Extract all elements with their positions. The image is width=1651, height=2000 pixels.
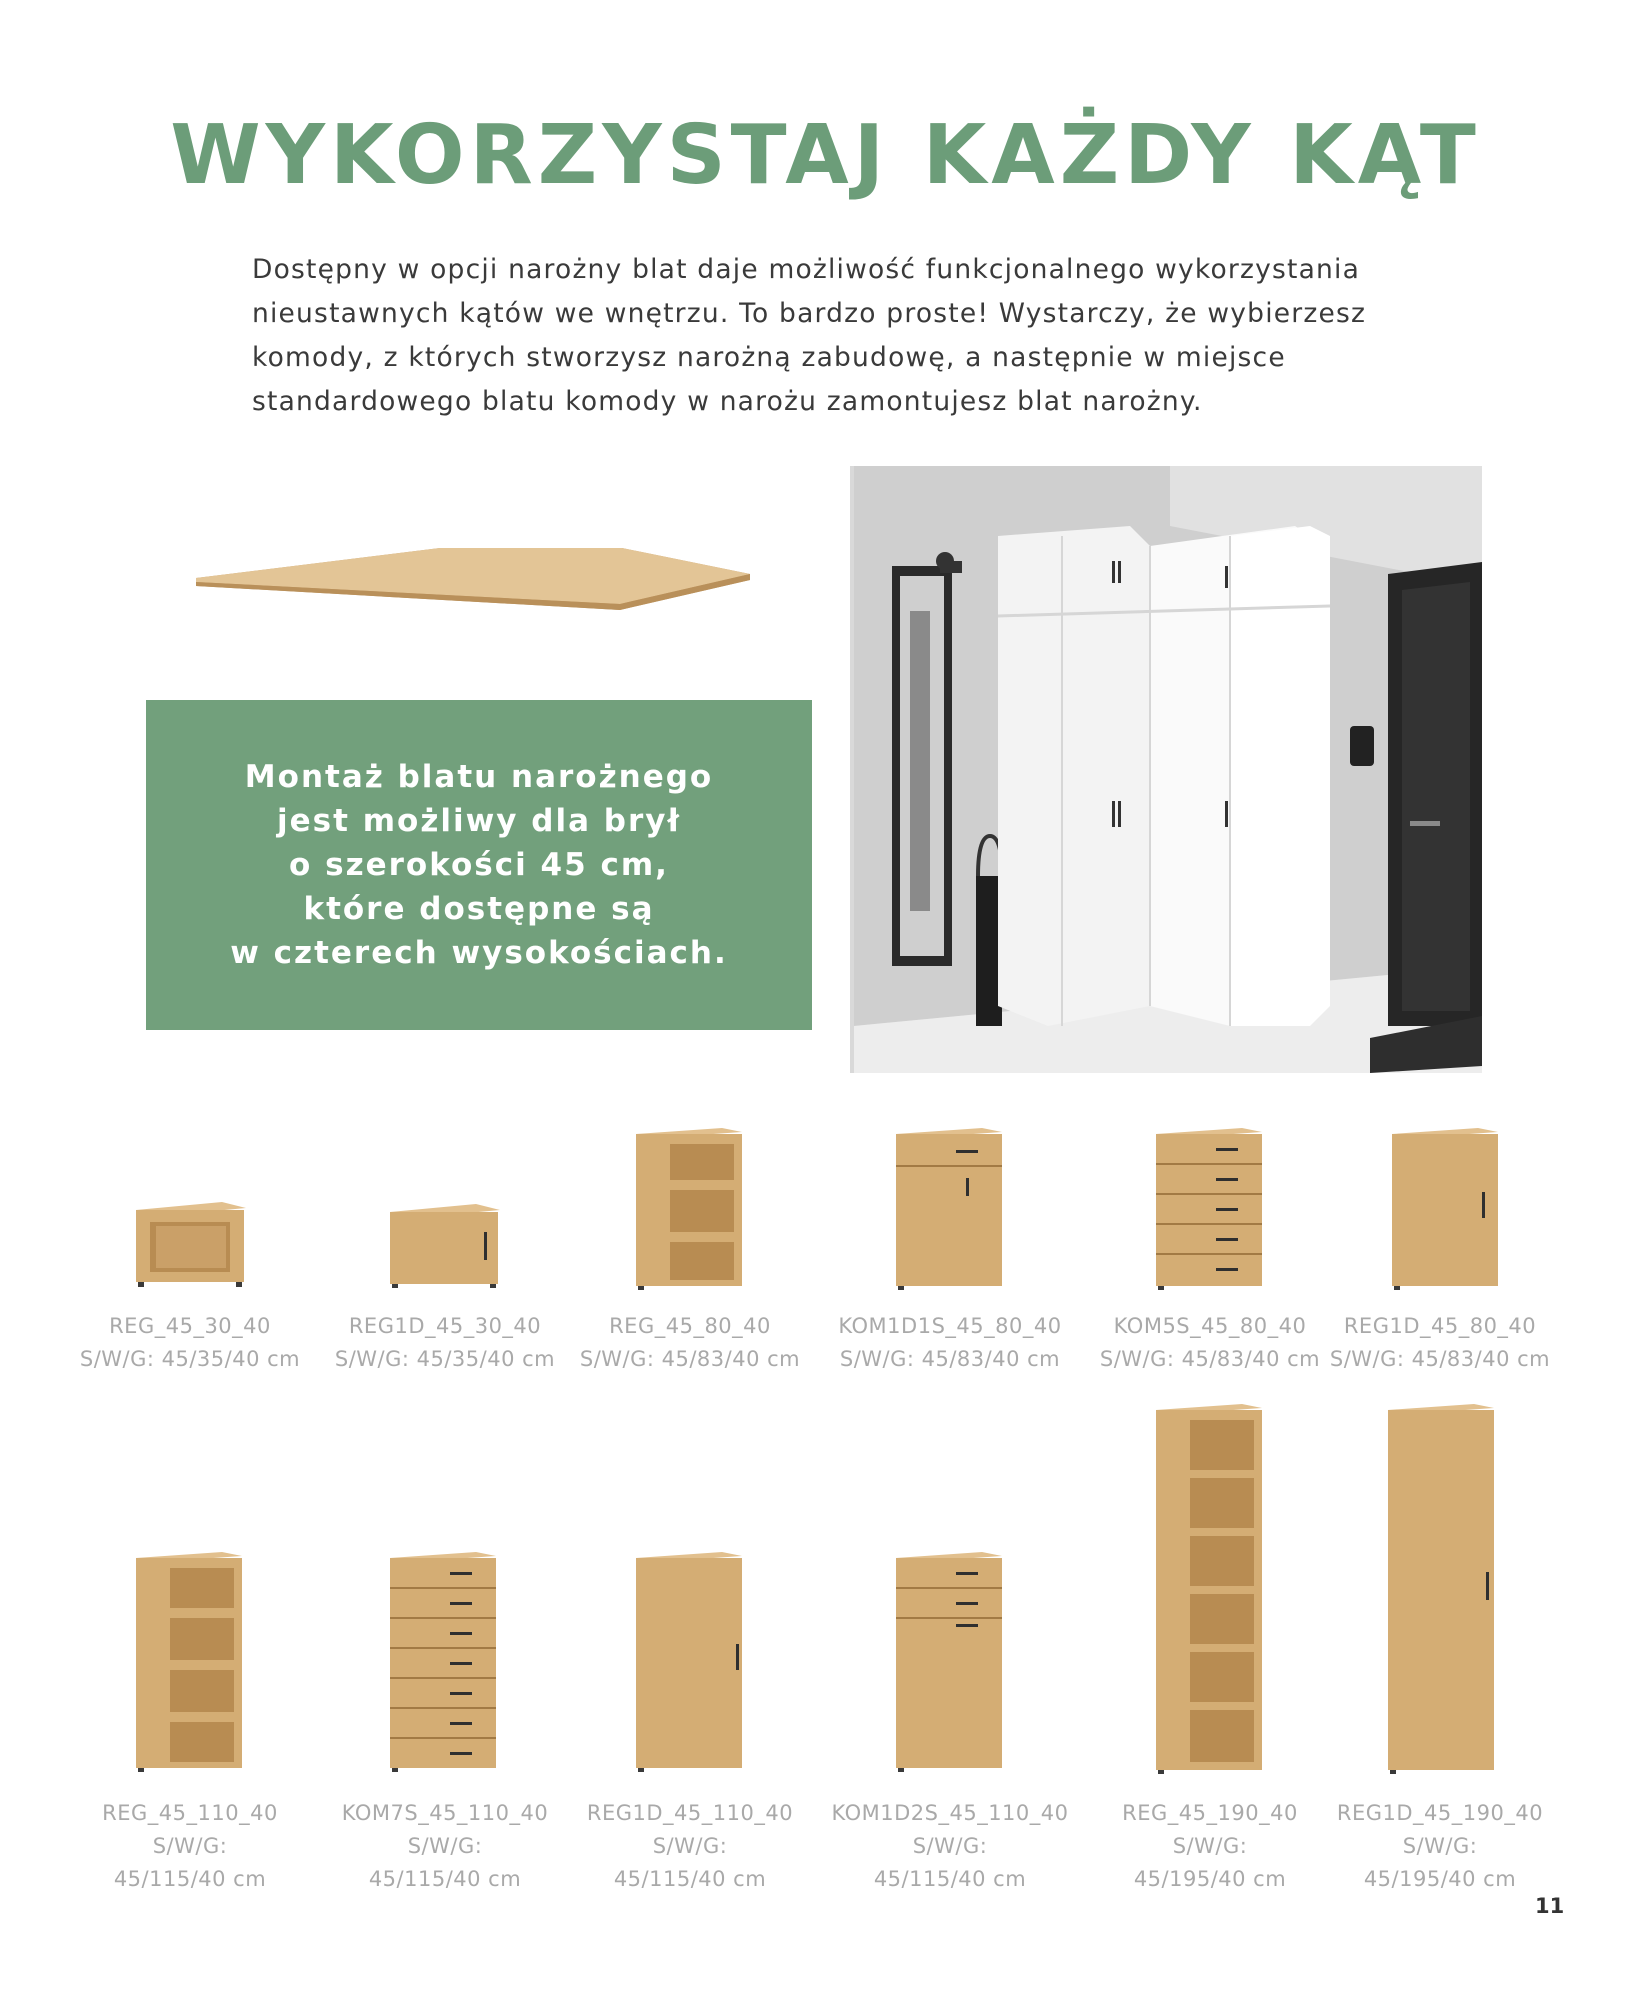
corner-top-image bbox=[190, 540, 760, 620]
product-image-reg-45-80-40 bbox=[636, 1128, 744, 1290]
product-caption bbox=[325, 1310, 565, 1376]
product-image-reg1d-45-190-40 bbox=[1388, 1404, 1496, 1774]
product-dims: 45/115/40 cm bbox=[873, 1867, 1027, 1891]
product-dims: S/W/G: 45/83/40 cm bbox=[839, 1347, 1061, 1371]
product-dims: S/W/G: 45/35/40 cm bbox=[334, 1347, 556, 1371]
product-dims-label: S/W/G: bbox=[1402, 1834, 1478, 1858]
product-code: REG1D_45_30_40 bbox=[348, 1314, 542, 1338]
callout-line: jest możliwy dla brył bbox=[277, 803, 681, 839]
product-dims-label: S/W/G: bbox=[407, 1834, 483, 1858]
product-image-reg-45-30-40 bbox=[136, 1202, 246, 1287]
product-caption bbox=[70, 1797, 310, 1896]
intro-line: nieustawnych kątów we wnętrzu. To bardzo proste! Wystarczy, że wybierzesz bbox=[252, 298, 1367, 329]
product-dims-label: S/W/G: bbox=[152, 1834, 228, 1858]
product-image-reg1d-45-80-40 bbox=[1392, 1128, 1500, 1290]
product-dims-label: S/W/G: bbox=[652, 1834, 728, 1858]
product-caption bbox=[1320, 1310, 1560, 1376]
callout-line: które dostępne są bbox=[303, 891, 655, 927]
product-code: REG1D_45_110_40 bbox=[586, 1801, 794, 1825]
product-caption bbox=[830, 1797, 1070, 1896]
product-image-reg1d-45-30-40 bbox=[390, 1204, 500, 1288]
callout-line: o szerokości 45 cm, bbox=[289, 847, 669, 883]
product-dims: 45/115/40 cm bbox=[613, 1867, 767, 1891]
product-image-kom1d1s-45-80-40 bbox=[896, 1128, 1004, 1290]
intro-line: standardowego blatu komody w narożu zamontujesz blat narożny. bbox=[252, 386, 1203, 417]
product-dims: S/W/G: 45/83/40 cm bbox=[1329, 1347, 1551, 1371]
product-caption bbox=[830, 1310, 1070, 1376]
product-caption bbox=[70, 1310, 310, 1376]
page-title: WYKORZYSTAJ KAŻDY KĄT bbox=[170, 108, 1481, 203]
callout-line: Montaż blatu narożnego bbox=[244, 759, 714, 795]
product-code: REG1D_45_80_40 bbox=[1343, 1314, 1537, 1338]
product-caption bbox=[1090, 1310, 1330, 1376]
product-image-reg-45-110-40 bbox=[136, 1552, 244, 1772]
intro-line: komody, z których stworzysz narożną zabudowę, a następnie w miejsce bbox=[252, 342, 1286, 373]
product-caption bbox=[570, 1797, 810, 1896]
product-image-kom7s-45-110-40 bbox=[390, 1552, 498, 1772]
product-dims-label: S/W/G: bbox=[912, 1834, 988, 1858]
product-code: KOM1D1S_45_80_40 bbox=[838, 1314, 1062, 1338]
product-code: KOM7S_45_110_40 bbox=[341, 1801, 549, 1825]
callout-text bbox=[199, 755, 759, 975]
product-dims: 45/195/40 cm bbox=[1363, 1867, 1517, 1891]
product-code: REG1D_45_190_40 bbox=[1336, 1801, 1544, 1825]
intro-paragraph bbox=[252, 248, 1396, 424]
product-code: REG_45_190_40 bbox=[1122, 1801, 1298, 1825]
product-dims: S/W/G: 45/35/40 cm bbox=[79, 1347, 301, 1371]
product-caption bbox=[1320, 1797, 1560, 1896]
product-code: REG_45_80_40 bbox=[609, 1314, 771, 1338]
product-dims: S/W/G: 45/83/40 cm bbox=[579, 1347, 801, 1371]
page-number: 11 bbox=[1535, 1894, 1565, 1918]
product-dims-label: S/W/G: bbox=[1172, 1834, 1248, 1858]
product-code: KOM5S_45_80_40 bbox=[1113, 1314, 1307, 1338]
product-image-reg-45-190-40 bbox=[1156, 1404, 1264, 1774]
callout-box bbox=[146, 700, 812, 1030]
callout-line: w czterech wysokościach. bbox=[230, 935, 728, 971]
product-image-kom1d2s-45-110-40 bbox=[896, 1552, 1004, 1772]
product-caption bbox=[325, 1797, 565, 1896]
product-dims: 45/115/40 cm bbox=[113, 1867, 267, 1891]
product-code: KOM1D2S_45_110_40 bbox=[831, 1801, 1069, 1825]
product-dims: 45/195/40 cm bbox=[1133, 1867, 1287, 1891]
intro-line: Dostępny w opcji narożny blat daje możliwość funkcjonalnego wykorzystania bbox=[252, 254, 1361, 285]
corner-wardrobe-photo bbox=[850, 466, 1482, 1073]
product-caption bbox=[570, 1310, 810, 1376]
product-dims: 45/115/40 cm bbox=[368, 1867, 522, 1891]
product-caption bbox=[1090, 1797, 1330, 1896]
product-dims: S/W/G: 45/83/40 cm bbox=[1099, 1347, 1321, 1371]
product-image-reg1d-45-110-40 bbox=[636, 1552, 744, 1772]
product-image-kom5s-45-80-40 bbox=[1156, 1128, 1264, 1290]
product-code: REG_45_110_40 bbox=[102, 1801, 278, 1825]
product-code: REG_45_30_40 bbox=[109, 1314, 271, 1338]
